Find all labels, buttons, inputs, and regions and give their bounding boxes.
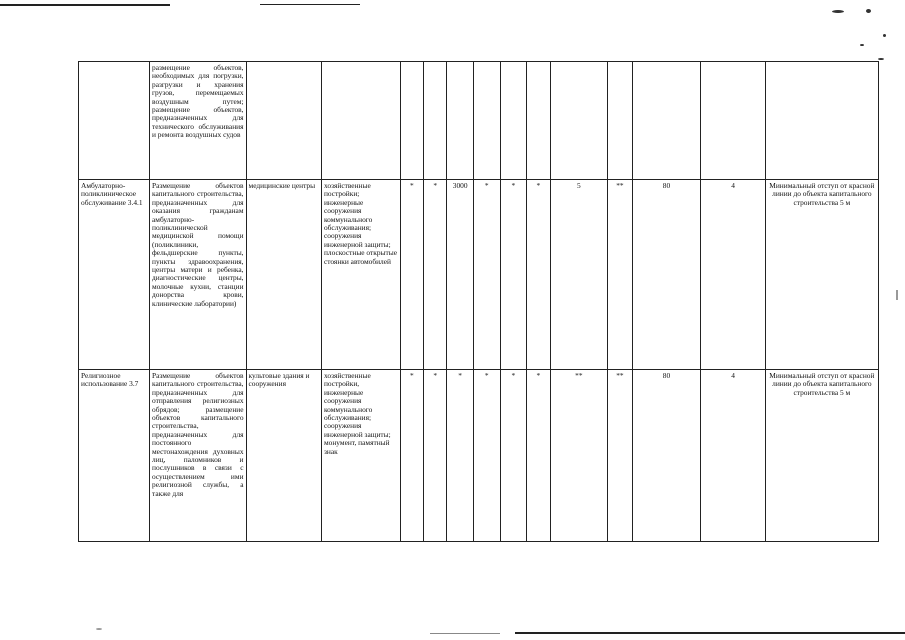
cell-value: 80: [632, 180, 701, 370]
cell-notes: [765, 62, 878, 180]
cell-value: [447, 62, 474, 180]
cell-value: 4: [701, 180, 765, 370]
cell-value: [527, 62, 550, 180]
cell-value: 4: [701, 370, 765, 542]
table-row: [79, 370, 879, 542]
cell-main-objects: медицинские центры: [246, 180, 321, 370]
cell-value: *: [447, 370, 474, 542]
cell-value: [550, 62, 608, 180]
speck: [832, 10, 844, 13]
cell-value: 80: [632, 370, 701, 542]
cell-value: *: [500, 370, 527, 542]
cell-value: 5: [550, 180, 608, 370]
speck: [96, 628, 102, 630]
cell-value: *: [400, 370, 423, 542]
cell-main-objects: культовые здания и сооружения: [246, 370, 321, 542]
cell-permitted-use: Религиозное использование 3.7: [79, 370, 150, 542]
cell-value: [500, 62, 527, 180]
cell-value: *: [527, 370, 550, 542]
cell-notes: Минимальный отступ от красной линии до объекта капитального строительства 5 м: [765, 180, 878, 370]
cell-description: Размещение объектов капитального строительства, предназначенных для отправления религиозных обрядов; размещение объектов капитального строительства, предназначенных для постоянного местонахождения духовных лиц, паломников и послушников в связи с осуществлением ими религиозной службы, а также для: [150, 370, 247, 542]
cell-value: [608, 62, 632, 180]
cell-auxiliary-objects: хозяйственные постройки; инженерные сооружения коммунального обслуживания; сооружения инженерной защиты; плоскостные открытые стоянки автомобилей: [321, 180, 400, 370]
cell-value: [424, 62, 447, 180]
cell-value: *: [500, 180, 527, 370]
scan-artifact-top-left: [0, 4, 170, 6]
speck: [878, 58, 884, 60]
cell-description: размещение объектов, необходимых для погрузки, разгрузки и хранения грузов, перемещаемых воздушным путем; размещение объектов, предназначенных для технического обслуживания и ремонта воздушных судов: [150, 62, 247, 180]
table-row: [79, 180, 879, 370]
cell-value: **: [608, 370, 632, 542]
cell-value: 3000: [447, 180, 474, 370]
cell-value: *: [527, 180, 550, 370]
cell-auxiliary-objects: [321, 62, 400, 180]
cell-value: *: [400, 180, 423, 370]
cell-value: *: [424, 180, 447, 370]
speck: [866, 9, 871, 13]
cell-value: **: [608, 180, 632, 370]
cell-permitted-use: Амбулаторно-поликлиническое обслуживание 3.4.1: [79, 180, 150, 370]
cell-value: *: [424, 370, 447, 542]
cell-permitted-use: [79, 62, 150, 180]
zoning-table: [78, 61, 879, 542]
scan-artifact-bottom: [515, 632, 905, 634]
cell-value: [701, 62, 765, 180]
cell-value: [473, 62, 500, 180]
cell-main-objects: [246, 62, 321, 180]
cell-value: [632, 62, 701, 180]
cell-auxiliary-objects: хозяйственные постройки, инженерные сооружения коммунального обслуживания; сооружения инженерной защиты; монумент, памятный знак: [321, 370, 400, 542]
speck: [883, 34, 886, 37]
cell-notes: Минимальный отступ от красной линии до объекта капитального строительства 5 м: [765, 370, 878, 542]
speck: [860, 44, 864, 46]
scan-artifact-bottom-left: [430, 633, 500, 634]
cell-description: Размещение объектов капитального строительства, предназначенных для оказания гражданам амбулаторно-поликлинической медицинской помощи (поликлиники, фельдшерские пункты, пункты здравоохранения, центры матери и ребенка, диагностические центры, молочные кухни, станции донорства крови, клинические лаборатории): [150, 180, 247, 370]
cell-value: **: [550, 370, 608, 542]
cell-value: *: [473, 370, 500, 542]
speck: [896, 290, 898, 300]
scan-artifact-top-mid: [260, 4, 360, 5]
table-row: [79, 62, 879, 180]
cell-value: *: [473, 180, 500, 370]
cell-value: [400, 62, 423, 180]
